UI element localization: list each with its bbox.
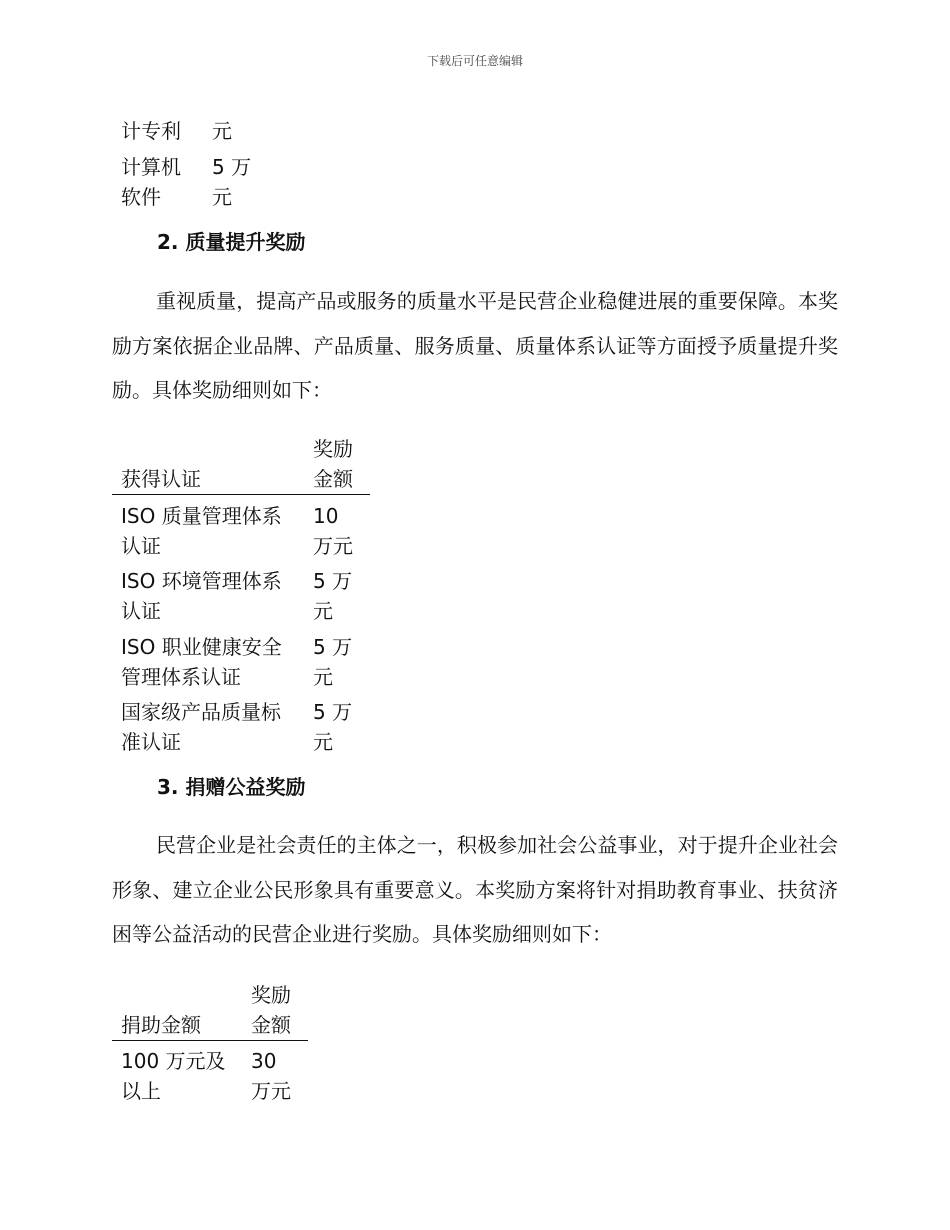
table-cell: 以上 xyxy=(121,1079,161,1103)
table-cell: 元 xyxy=(212,185,232,209)
table-cell: 万元 xyxy=(251,1079,291,1103)
body-paragraph: 民营企业是社会责任的主体之一，积极参加社会公益事业，对于提升企业社会形象、建立企业公民形象具有重要意义。本奖励方案将针对捐助教育事业、扶贫济困等公益活动的民营企业进行奖励。具体奖励细则如下： xyxy=(112,833,838,946)
table-cell: 认证 xyxy=(121,599,161,623)
body-paragraph: 重视质量，提高产品或服务的质量水平是民营企业稳健进展的重要保障。本奖励方案依据企业品牌、产品质量、服务质量、质量体系认证等方面授予质量提升奖励。具体奖励细则如下： xyxy=(112,289,838,402)
table-cell: 软件 xyxy=(121,185,161,209)
table-cell: 30 xyxy=(251,1049,277,1073)
table-cell: 5 万 xyxy=(313,569,353,593)
table-cell: 5 万 xyxy=(313,700,353,724)
table-cell: 元 xyxy=(313,665,333,689)
table-cell: 元 xyxy=(313,599,333,623)
section-heading: 3. 捐赠公益奖励 xyxy=(157,775,306,799)
table-cell: 元 xyxy=(313,730,333,754)
table-cell: 管理体系认证 xyxy=(121,665,241,689)
table-header-rule xyxy=(112,1040,308,1041)
table-header-cell: 金额 xyxy=(313,467,353,491)
table-cell: 国家级产品质量标 xyxy=(121,700,281,724)
table-cell: 准认证 xyxy=(121,730,181,754)
table-cell: ISO 职业健康安全 xyxy=(121,635,282,659)
section-heading: 2. 质量提升奖励 xyxy=(157,230,306,254)
table-cell: 元 xyxy=(212,119,232,143)
table-cell: ISO 环境管理体系 xyxy=(121,569,282,593)
table-cell: 10 xyxy=(313,504,339,528)
table-header-cell: 捐助金额 xyxy=(121,1013,201,1037)
table-header-rule xyxy=(112,494,370,495)
table-header-cell: 获得认证 xyxy=(121,467,201,491)
table-header-cell: 金额 xyxy=(251,1013,291,1037)
table-cell: 5 万 xyxy=(212,155,252,179)
table-cell: 认证 xyxy=(121,534,161,558)
table-cell: ISO 质量管理体系 xyxy=(121,504,282,528)
page-header: 下载后可任意编辑 xyxy=(426,54,523,68)
table-cell: 5 万 xyxy=(313,635,353,659)
table-header-cell: 奖励 xyxy=(313,437,353,461)
table-cell: 万元 xyxy=(313,534,353,558)
table-cell: 计专利 xyxy=(121,119,181,143)
table-header-cell: 奖励 xyxy=(251,983,291,1007)
table-cell: 100 万元及 xyxy=(121,1049,226,1073)
table-cell: 计算机 xyxy=(121,155,181,179)
